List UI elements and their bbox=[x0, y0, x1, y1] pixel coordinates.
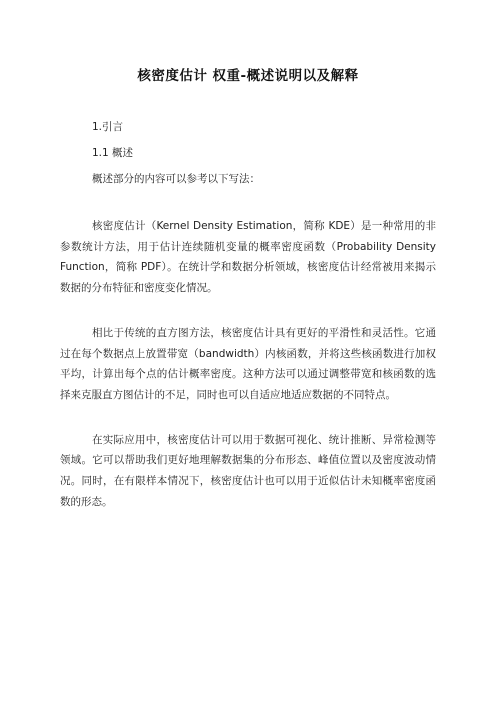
intro-line: 概述部分的内容可以参考以下写法： bbox=[92, 173, 260, 185]
section-heading: 1.引言 bbox=[92, 121, 124, 133]
paragraph-kde-definition: 核密度估计（Kernel Density Estimation，简称 KDE）是一种常用的非参数统计方法，用于估计连续随机变量的概率密度函数（Probability Density Function，简称 PDF）。在统计学和数据分析领域，核密度估计经常被用来揭示数据的分布特征和密度变化情况。 bbox=[60, 220, 436, 295]
paragraph-kde-advantages: 相比于传统的直方图方法，核密度估计具有更好的平滑性和灵活性。它通过在每个数据点上放置带宽（bandwidth）内核函数，并将这些核函数进行加权平均，计算出每个点的估计概率密度。这种方法可以通过调整带宽和核函数的选择来克服直方图估计的不足，同时也可以自适应地适应数据的不同特点。 bbox=[60, 326, 436, 401]
paragraph-kde-applications: 在实际应用中，核密度估计可以用于数据可视化、统计推断、异常检测等领域。它可以帮助我们更好地理解数据集的分布形态、峰值位置以及密度波动情况。同时，在有限样本情况下，核密度估计也可以用于近似估计未知概率密度函数的形态。 bbox=[60, 433, 436, 508]
document-title: 核密度估计 权重-概述说明以及解释 bbox=[137, 68, 359, 84]
subsection-heading: 1.1 概述 bbox=[92, 147, 134, 159]
